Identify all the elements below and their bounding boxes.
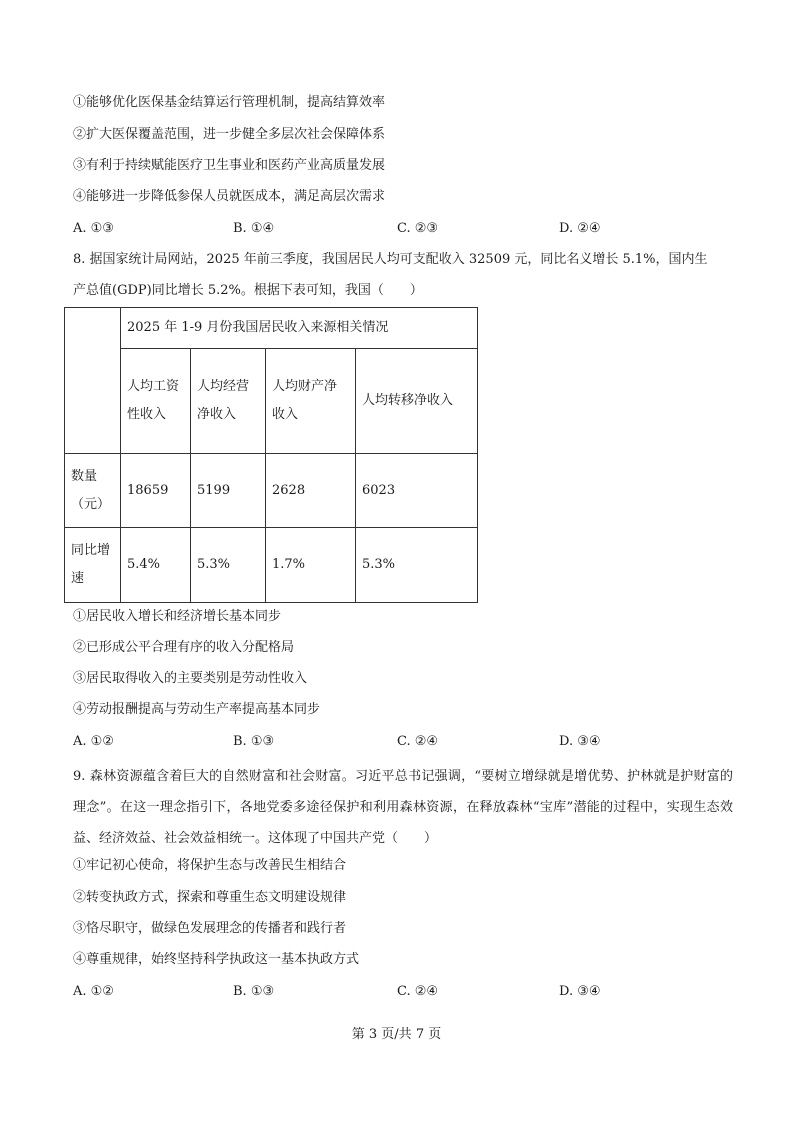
table-cell: 2628	[266, 454, 356, 528]
q8-option-c: C. ②④	[397, 734, 439, 749]
table-header-transfer: 人均转移净收入	[356, 349, 478, 454]
q7-item-1: ①能够优化医保基金结算运行管理机制，提高结算效率	[73, 95, 386, 110]
q9-option-d: D. ③④	[559, 984, 601, 999]
q8-item-4: ④劳动报酬提高与劳动生产率提高基本同步	[73, 702, 321, 717]
q7-option-b: B. ①④	[233, 221, 275, 236]
q7-option-a: A. ①③	[73, 221, 114, 236]
q9-item-1: ①牢记初心使命，将保护生态与改善民生相结合	[73, 858, 347, 873]
q9-option-c: C. ②④	[397, 984, 439, 999]
table-cell: 18659	[121, 454, 191, 528]
q9-option-a: A. ①②	[73, 984, 114, 999]
q9-stem: 9. 森林资源蕴含着巨大的自然财富和社会财富。习近平总书记强调，“要树立增绿就是增优势、护林就是护财富的理念”。在这一理念指引下，各地党委多途径保护和利用森林资源，在释放森林“宝库”潜能的过程中，实现生态效益、经济效益、社会效益相统一。这体现了中国共产党（ ）	[73, 769, 733, 846]
table-cell: 5.3%	[356, 528, 478, 603]
q8-option-b: B. ①③	[233, 734, 275, 749]
table-cell: 1.7%	[266, 528, 356, 603]
q9-item-2: ②转变执政方式，探索和尊重生态文明建设规律	[73, 890, 347, 905]
row-label-growth: 同比增速	[65, 528, 121, 603]
q9-options	[73, 982, 733, 1002]
table-header-wage: 人均工资性收入	[121, 349, 191, 454]
q7-option-c: C. ②③	[397, 221, 439, 236]
q7-item-3: ③有利于持续赋能医疗卫生事业和医药产业高质量发展	[73, 158, 386, 173]
q9-option-b: B. ①③	[233, 984, 275, 999]
q8-option-a: A. ①②	[73, 734, 114, 749]
table-cell: 5.3%	[191, 528, 266, 603]
q8-item-1: ①居民收入增长和经济增长基本同步	[73, 609, 282, 624]
q8-item-3: ③居民取得收入的主要类别是劳动性收入	[73, 671, 308, 686]
q8-item-2: ②已形成公平合理有序的收入分配格局	[73, 640, 295, 655]
table-cell: 5199	[191, 454, 266, 528]
q8-option-d: D. ③④	[559, 734, 601, 749]
table-row	[65, 454, 478, 528]
row-label-amount: 数量（元）	[65, 454, 121, 528]
table-cell: 6023	[356, 454, 478, 528]
q7-options	[73, 219, 733, 239]
table-header-property: 人均财产净收入	[266, 349, 356, 454]
q7-option-d: D. ②④	[559, 221, 601, 236]
q8-stem-line-1: 8. 据国家统计局网站，2025 年前三季度，我国居民人均可支配收入 32509 元，同比名义增长 5.1%，国内生	[73, 252, 708, 267]
q9-item-4: ④尊重规律，始终坚持科学执政这一基本执政方式	[73, 952, 360, 967]
page-footer: 第 3 页/共 7 页	[351, 1027, 442, 1042]
table-cell: 5.4%	[121, 528, 191, 603]
table-caption: 2025 年 1-9 月份我国居民收入来源相关情况	[121, 308, 478, 349]
q7-item-4: ④能够进一步降低参保人员就医成本，满足高层次需求	[73, 189, 386, 204]
table-corner-cell	[65, 308, 121, 454]
income-table	[64, 307, 478, 603]
table-row	[65, 528, 478, 603]
q8-stem-line-2: 产总值(GDP)同比增长 5.2%。根据下表可知，我国（ ）	[73, 283, 423, 298]
q7-item-2: ②扩大医保覆盖范围，进一步健全多层次社会保障体系	[73, 127, 386, 142]
q9-item-3: ③恪尽职守，做绿色发展理念的传播者和践行者	[73, 921, 347, 936]
q8-options	[73, 732, 733, 752]
table-header-business: 人均经营净收入	[191, 349, 266, 454]
